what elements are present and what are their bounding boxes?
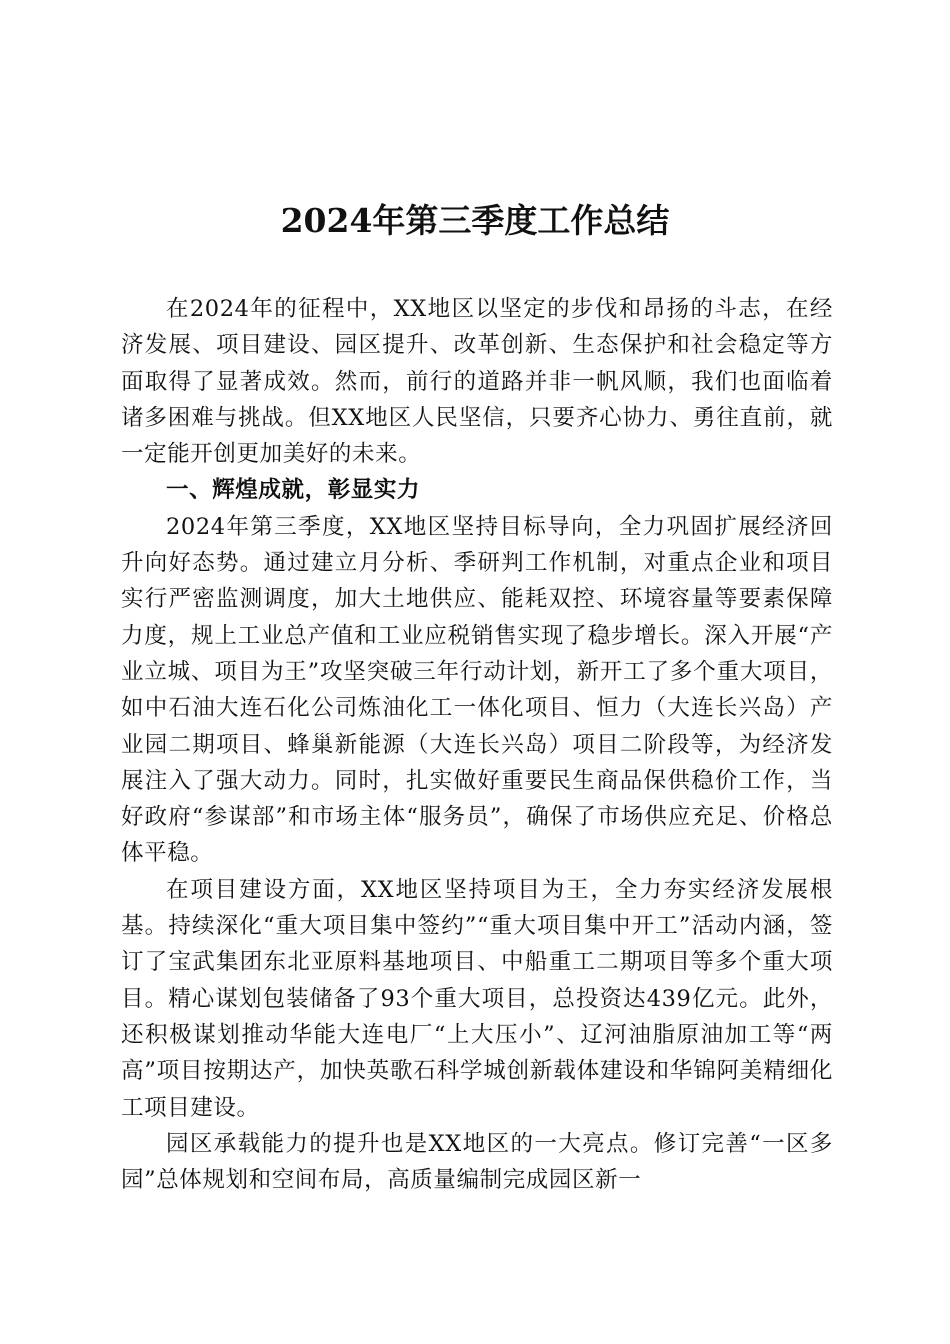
document-body [121, 291, 833, 1198]
section-paragraph-economy: 2024年第三季度，XX地区坚持目标导向，全力巩固扩展经济回升向好态势。通过建立月分析、季研判工作机制，对重点企业和项目实行严密监测调度，加大土地供应、能耗双控、环境容量等要素保障力度，规上工业总产值和工业应税销售实现了稳步增长。深入开展“产业立城、项目为王”攻坚突破三年行动计划，新开工了多个重大项目，如中石油大连石化公司炼油化工一体化项目、恒力（大连长兴岛）产业园二期项目、蜂巢新能源（大连长兴岛）项目二阶段等，为经济发展注入了强大动力。同时，扎实做好重要民生商品保供稳价工作，当好政府“参谋部”和市场主体“服务员”，确保了市场供应充足、价格总体平稳。 [121, 513, 833, 867]
section-paragraph-parks: 园区承载能力的提升也是XX地区的一大亮点。修订完善“一区多园”总体规划和空间布局，高质量编制完成园区新一 [121, 1130, 833, 1194]
document-title: 2024年第三季度工作总结 [280, 201, 670, 240]
section-paragraph-projects: 在项目建设方面，XX地区坚持项目为王，全力夯实经济发展根基。持续深化“重大项目集中签约”“重大项目集中开工”活动内涵，签订了宝武集团东北亚原料基地项目、中船重工二期项目等多个重大项目。精心谋划包装储备了93个重大项目，总投资达439亿元。此外，还积极谋划推动华能大连电厂“上大压小”、辽河油脂原油加工等“两高”项目按期达产，加快英歌石科学城创新载体建设和华锦阿美精细化工项目建设。 [121, 876, 833, 1121]
section-heading: 一、辉煌成就，彰显实力 [166, 477, 421, 504]
intro-paragraph: 在2024年的征程中，XX地区以坚定的步伐和昂扬的斗志，在经济发展、项目建设、园区提升、改革创新、生态保护和社会稳定等方面取得了显著成效。然而，前行的道路并非一帆风顺，我们也面临着诸多困难与挑战。但XX地区人民坚信，只要齐心协力、勇往直前，就一定能开创更加美好的未来。 [121, 296, 833, 468]
